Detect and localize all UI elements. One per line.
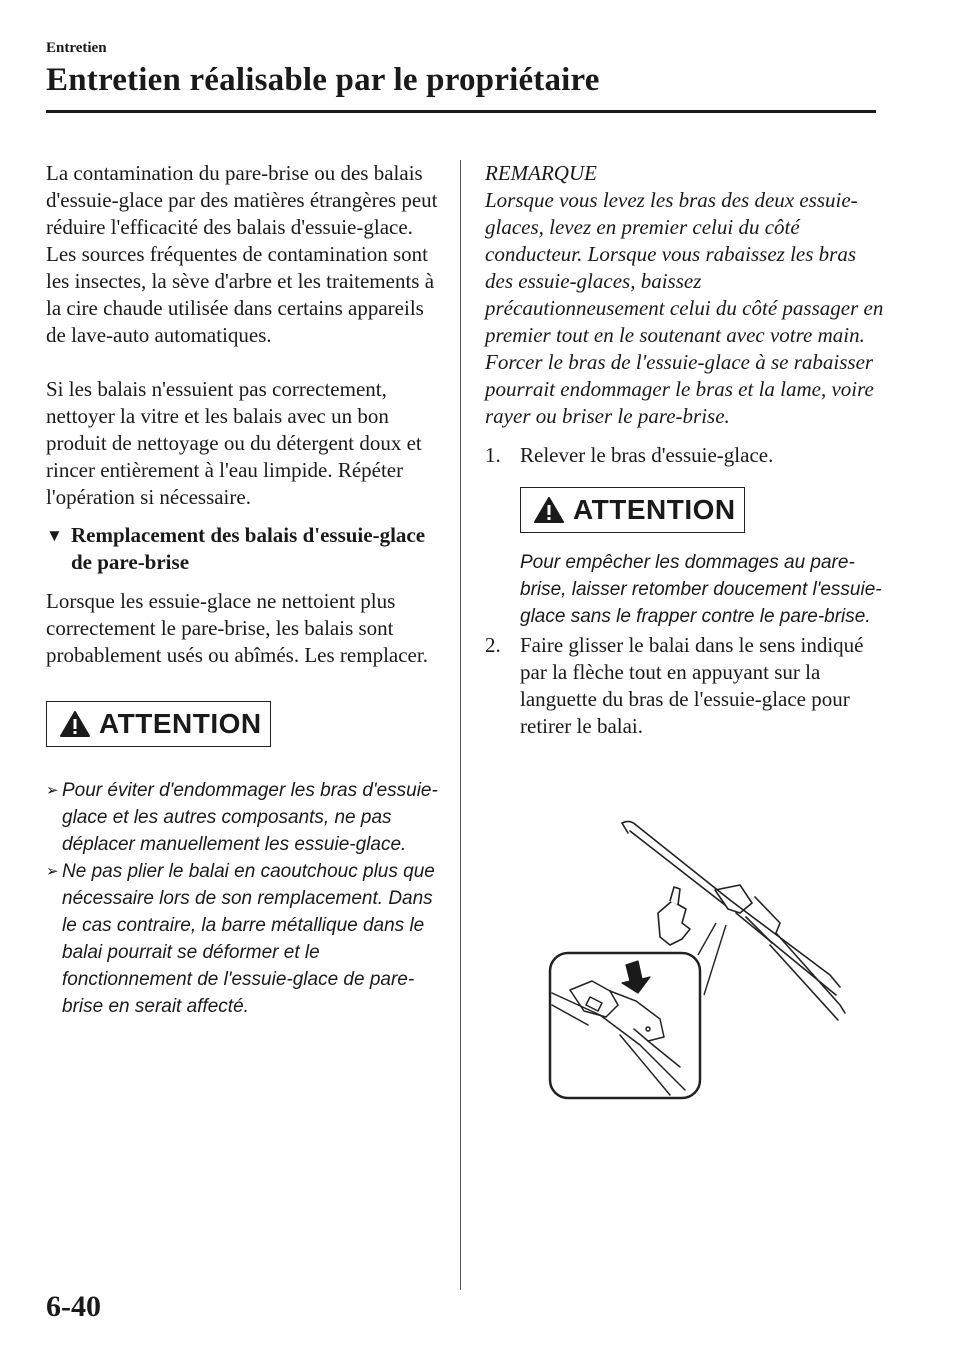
chevron-right-icon: ➢ [46, 782, 59, 799]
attention-label: ATTENTION [99, 708, 262, 739]
right-column [485, 160, 885, 740]
page-title: Entretien réalisable par le propriétaire [46, 62, 600, 98]
caution-text: Pour éviter d'endommager les bras d'essuie-glace et les autres composants, ne pas déplacer manuellement les essuie-glace. [62, 780, 438, 855]
subsection-title: Remplacement des balais d'essuie-glace de pare-brise [71, 523, 426, 574]
attention-banner [46, 701, 271, 747]
steps-list [485, 442, 885, 740]
caution-text: Pour empêcher les dommages au pare-brise, laisser retomber doucement l'essuie-glace sans le frapper contre le pare-brise. [520, 552, 882, 627]
hand-pointer-icon [658, 887, 690, 945]
step-attention [520, 469, 885, 630]
subsection-heading [46, 522, 441, 576]
left-column [46, 160, 441, 1020]
note-title: REMARQUE [485, 161, 597, 185]
header-rule [46, 110, 876, 113]
column-divider [460, 160, 461, 1290]
triangle-down-icon: ▼ [46, 526, 63, 545]
paragraph-contamination: La contamination du pare-brise ou des balais d'essuie-glace par des matières étrangères peut réduire l'efficacité des balais d'essuie-glace. Les sources fréquentes de contamination sont les insectes, la sève d'arbre et les traitements à la cire chaude utilisée dans certains appareils de lave-auto automatiques. [46, 161, 438, 347]
attention-label: ATTENTION [573, 494, 736, 525]
chevron-right-icon: ➢ [46, 863, 59, 880]
note-text: Lorsque vous levez les bras des deux essuie-glaces, levez en premier celui du côté conducteur. Lorsque vous rabaissez les bras des essuie-glaces, baissez précautionneusement celui du côté passager en premier tout en le soutenant avec votre main. Forcer le bras de l'essuie-glace à se rabaisser pourrait endommager le bras et la lame, voire rayer ou briser le pare-brise. [485, 188, 884, 428]
step-text: Relever le bras d'essuie-glace. [520, 443, 774, 467]
paragraph-replacement: Lorsque les essuie-glace ne nettoient plus correctement le pare-brise, les balais sont probablement usés ou abîmés. Les remplacer. [46, 589, 428, 667]
step-item [485, 632, 885, 740]
caution-item [46, 777, 441, 858]
caution-text: Ne pas plier le balai en caoutchouc plus que nécessaire lors de son remplacement. Dans le cas contraire, la barre métallique dans le balai pourrait se déformer et le fonctionnement de l'essuie-glace de pare-brise en serait affecté. [62, 861, 435, 1017]
step-number: 2. [485, 633, 501, 657]
step-item [485, 442, 885, 469]
warning-triangle-icon [533, 496, 565, 524]
page-number: 6-40 [46, 1290, 101, 1323]
attention-banner [520, 487, 745, 533]
caution-item [46, 858, 441, 1020]
section-label: Entretien [46, 40, 107, 56]
paragraph-cleaning: Si les balais n'essuient pas correctement, nettoyer la vitre et les balais avec un bon produit de nettoyage ou du détergent doux et rincer entièrement à l'eau limpide. Répéter l'opération si nécessaire. [46, 377, 422, 509]
warning-triangle-icon [59, 710, 91, 738]
step-text: Faire glisser le balai dans le sens indiqué par la flèche tout en appuyant sur la languette du bras de l'essuie-glace pour retirer le balai. [520, 633, 864, 738]
caution-list [46, 777, 441, 1020]
step-number: 1. [485, 443, 501, 467]
wiper-blade-diagram [540, 805, 870, 1105]
